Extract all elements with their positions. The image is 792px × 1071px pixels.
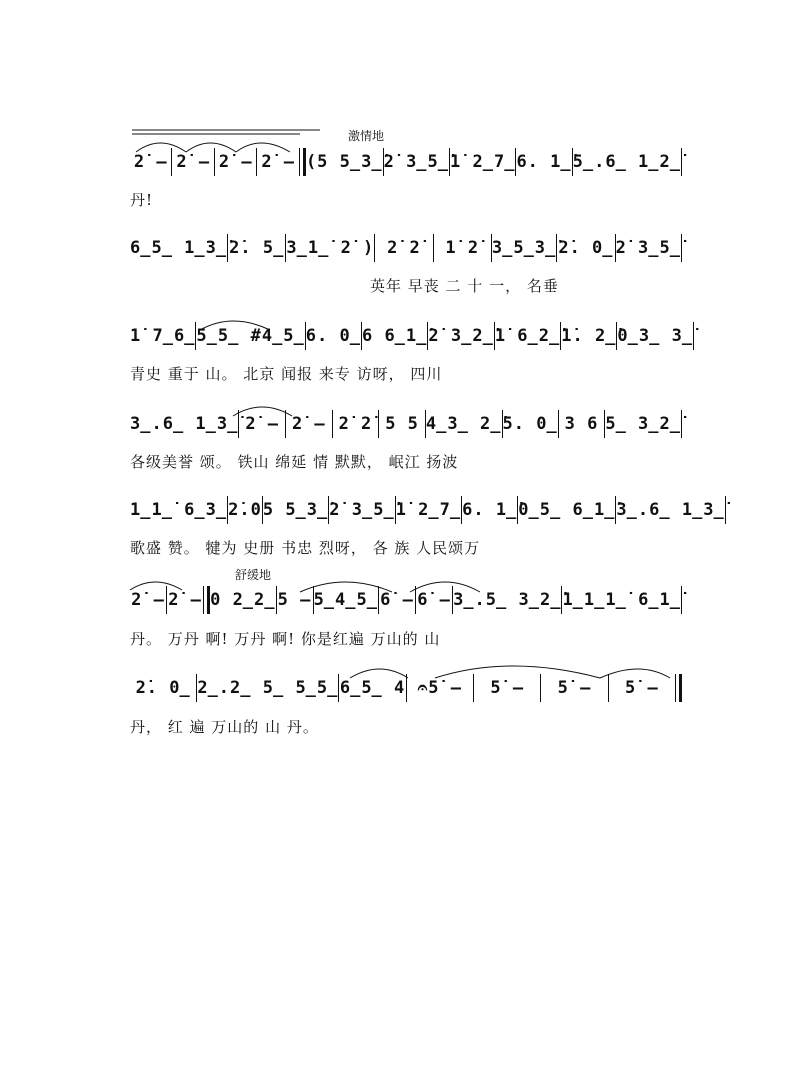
- measure: 4̲3̲ 2̲̇: [425, 414, 502, 434]
- measure: 2̇ 3̲5̲̇: [329, 500, 395, 520]
- measure: 3 6: [564, 414, 599, 434]
- measure: 2̇ –: [131, 590, 165, 610]
- measure: 5̇ –: [490, 678, 525, 698]
- measure: 2̇ –: [168, 590, 202, 610]
- measure: 6̇ –: [417, 590, 451, 610]
- measure: 3̲.5̲ 3̲2̲̇: [453, 590, 562, 610]
- measure: 5. 0̲: [502, 414, 558, 434]
- measure: 6̇ –: [380, 590, 414, 610]
- measure: 3̲.6̲ 1̲3̲̇: [616, 500, 725, 520]
- measure: 3̲.6̲ 1̲3̲̇: [130, 414, 239, 434]
- measure: 1̇ 7̲6̲: [130, 326, 196, 346]
- measure: 5 5̲3̲̇: [262, 500, 329, 520]
- measure: 2̇. 5̲: [229, 238, 285, 258]
- measure: 2̇.0: [228, 500, 262, 520]
- measure: 2̇ –: [245, 414, 280, 434]
- measure: 5̲ 3̲2̲̇: [605, 414, 681, 434]
- measure: 2̇ –: [291, 414, 326, 434]
- measure: 1̇. 2̲̇: [561, 326, 617, 346]
- lyric-text: 各级美誉 颂。 铁山 绵延 情 默默， 岷江 扬波: [130, 452, 459, 471]
- measure: 2̇ 3̲5̲̇: [615, 238, 681, 258]
- measure: 6̲5̲ 1̲3̲̇: [130, 238, 228, 258]
- measure: 1̇ 2̲7̲: [450, 152, 516, 172]
- measure: 1̲1̲̇ 6̲3̲: [130, 500, 228, 520]
- measure: 6. 1̲̇: [462, 500, 518, 520]
- measure: 6. 0̲: [305, 326, 361, 346]
- lyric-text: 丹， 红 遍 万山的 山 丹。: [130, 717, 319, 736]
- measure: 0 2̲2̲: [210, 590, 276, 610]
- measure: 6. 1̲̇: [516, 152, 572, 172]
- lyric-text: 歌盛 赞。 犍为 史册 书忠 烈呀， 各 族 人民颂万: [130, 538, 481, 557]
- measure: 0̲5̲ 6̲1̲̇: [518, 500, 616, 520]
- measure: 6̲5̲ 4: [339, 678, 406, 698]
- measure: 1̇ 6̲2̲̇: [494, 326, 561, 346]
- measure: 5 5: [385, 414, 419, 434]
- measure: 1̇ 2̲7̲: [395, 500, 462, 520]
- measure: 3̲5̲3̲̇: [491, 238, 557, 258]
- measure: 5̲.6̲ 1̲2̲̇: [572, 152, 681, 172]
- measure: 5̲4̲5̲: [313, 590, 378, 610]
- lyric-text: 青史 重于 山。 北京 闻报 来专 访呀， 四川: [130, 364, 443, 383]
- measure: 𝄐5̇ –: [417, 678, 462, 698]
- measure: 0̲3̲ 3̲̇: [617, 326, 694, 346]
- tempo-marking-passionate: 激情地: [348, 129, 385, 143]
- lyric-text: 英年 早丧 二 十 一， 名垂: [370, 276, 559, 295]
- measure: 1̲1̲1̲̇ 6̲1̲̇: [562, 590, 682, 610]
- lyric-text: 丹。 万丹 啊! 万丹 啊! 你是红遍 万山的 山: [130, 629, 441, 648]
- measure: 1̇ 2̇: [445, 238, 480, 258]
- measure: (5 5̲3̲̇: [305, 152, 383, 172]
- measure: 2̇ –: [218, 152, 253, 172]
- measure: 5̇ –: [557, 678, 592, 698]
- measure: 3̲1̲̇ 2̇ ): [286, 238, 375, 258]
- measure: 5̇ –: [625, 678, 659, 698]
- measure: 2̇. 0̲: [135, 678, 191, 698]
- measure: 5̲5̲ #4̲5̲: [196, 326, 305, 346]
- measure: 2̇ 3̲5̲̇: [383, 152, 450, 172]
- measure: 2̇ 2̇: [387, 238, 421, 258]
- measure: 2̇ –: [176, 152, 211, 172]
- measure: 2̇. 0̲: [558, 238, 614, 258]
- lyric-text: 丹!: [130, 190, 154, 209]
- measure: 2̲.2̲ 5̲ 5̲5̲: [197, 678, 339, 698]
- measure: 6 6̲1̲̇: [361, 326, 428, 346]
- measure: 5 –: [277, 590, 312, 610]
- measure: 2̇ –: [261, 152, 296, 172]
- measure: 2̇ –: [133, 152, 168, 172]
- measure: 2̇ 2̇: [338, 414, 373, 434]
- measure: 2̇ 3̲2̲̇: [428, 326, 494, 346]
- tempo-marking-gentle: 舒缓地: [235, 568, 272, 582]
